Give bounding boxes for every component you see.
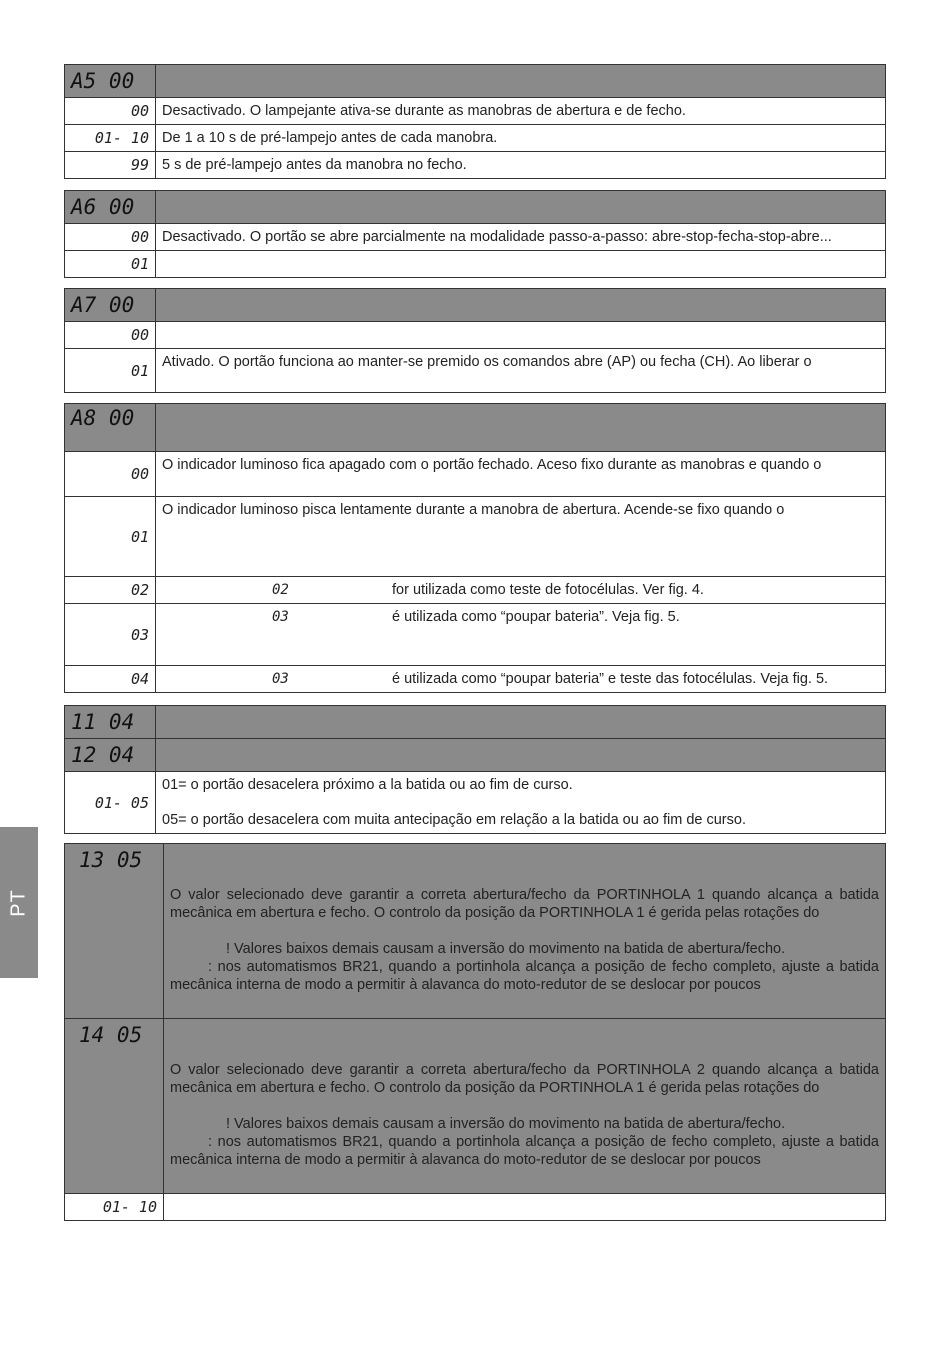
option-code: 01 [65, 349, 156, 393]
option-code: 03 [65, 604, 156, 666]
param-table-11-12 [64, 705, 886, 834]
param-header-code: 14 05 [65, 1019, 164, 1194]
language-tab [0, 827, 38, 978]
param-paragraph: O valor selecionado deve garantir a correta abertura/fecho da PORTINHOLA 2 quando alcança a batida mecânica em abertura e fecho. O controlo da posição da PORTINHOLA 1 é gerida pelas rotações do [170, 1062, 879, 1096]
option-description [156, 666, 886, 693]
param-header-code: A8 00 [65, 404, 156, 452]
option-description [156, 322, 886, 349]
param-table-13-14 [64, 843, 886, 1221]
option-text: é utilizada como “poupar bateria”. Veja fig. 5. [392, 609, 680, 625]
param-header-code: 12 04 [65, 739, 156, 772]
note-text: : nos automatismos BR21, quando a portinhola alcança a posição de fecho completo, ajuste a batida mecânica interna de modo a permitir à alavanca do moto-redutor de se deslocar por poucos [170, 959, 879, 993]
option-code: 00 [65, 98, 156, 125]
param-table-a5 [64, 64, 886, 179]
output-code: 03 [272, 671, 289, 687]
option-code: 00 [65, 322, 156, 349]
param-header-bar [156, 404, 886, 452]
option-description: Desactivado. O lampejante ativa-se durante as manobras de abertura e de fecho. [156, 98, 886, 125]
option-code: 00 [65, 452, 156, 497]
param-paragraph: O valor selecionado deve garantir a correta abertura/fecho da PORTINHOLA 1 quando alcança a batida mecânica em abertura e fecho. O controlo da posição da PORTINHOLA 1 é gerida pelas rotações do [170, 887, 879, 921]
option-text: é utilizada como “poupar bateria” e teste das fotocélulas. Veja fig. 5. [392, 671, 829, 687]
option-description: De 1 a 10 s de pré-lampejo antes de cada manobra. [156, 125, 886, 152]
option-code: 04 [65, 666, 156, 693]
param-description [164, 1019, 886, 1194]
param-header-code: A7 00 [65, 289, 156, 322]
param-header-code: A6 00 [65, 191, 156, 224]
param-header-code: 13 05 [65, 844, 164, 1019]
param-header-bar [156, 289, 886, 322]
param-header-code: 11 04 [65, 706, 156, 739]
warning-text: ! Valores baixos demais causam a inversão do movimento na batida de abertura/fecho. [226, 1116, 786, 1132]
param-table-a7 [64, 288, 886, 393]
option-code: 01 [65, 497, 156, 577]
option-code: 01 [65, 251, 156, 278]
option-code: 01- 10 [65, 125, 156, 152]
option-description [156, 577, 886, 604]
param-table-a6 [64, 190, 886, 278]
option-text: for utilizada como teste de fotocélulas. Ver fig. 4. [392, 582, 704, 598]
param-table-a8 [64, 403, 886, 693]
warning-text: ! Valores baixos demais causam a inversão do movimento na batida de abertura/fecho. [226, 941, 786, 957]
option-code: 01- 10 [65, 1194, 164, 1221]
note-text: : nos automatismos BR21, quando a portinhola alcança a posição de fecho completo, ajuste a batida mecânica interna de modo a permitir à alavanca do moto-redutor de se deslocar por poucos [170, 1134, 879, 1168]
param-header-bar [156, 739, 886, 772]
option-description: 5 s de pré-lampejo antes da manobra no fecho. [156, 152, 886, 179]
option-description: Ativado. O portão funciona ao manter-se premido os comandos abre (AP) ou fecha (CH). Ao liberar o [156, 349, 886, 393]
option-line: 05= o portão desacelera com muita antecipação em relação a la batida ou ao fim de curso. [162, 812, 746, 828]
param-header-bar [156, 65, 886, 98]
param-header-bar [156, 706, 886, 739]
option-description [164, 1194, 886, 1221]
option-line: 01= o portão desacelera próximo a la batida ou ao fim de curso. [162, 777, 573, 793]
option-description [156, 251, 886, 278]
language-tab-label: PT [7, 888, 30, 917]
option-description: O indicador luminoso pisca lentamente durante a manobra de abertura. Acende-se fixo quando o [156, 497, 886, 577]
option-code: 99 [65, 152, 156, 179]
param-description [164, 844, 886, 1019]
output-code: 03 [272, 609, 289, 625]
option-code: 00 [65, 224, 156, 251]
option-description: Desactivado. O portão se abre parcialmente na modalidade passo-a-passo: abre-stop-fecha-stop-abre... [156, 224, 886, 251]
param-header-code: A5 00 [65, 65, 156, 98]
param-header-bar [156, 191, 886, 224]
option-description [156, 772, 886, 834]
option-description [156, 604, 886, 666]
option-description: O indicador luminoso fica apagado com o portão fechado. Aceso fixo durante as manobras e quando o [156, 452, 886, 497]
output-code: 02 [272, 582, 289, 598]
option-code: 01- 05 [65, 772, 156, 834]
option-code: 02 [65, 577, 156, 604]
